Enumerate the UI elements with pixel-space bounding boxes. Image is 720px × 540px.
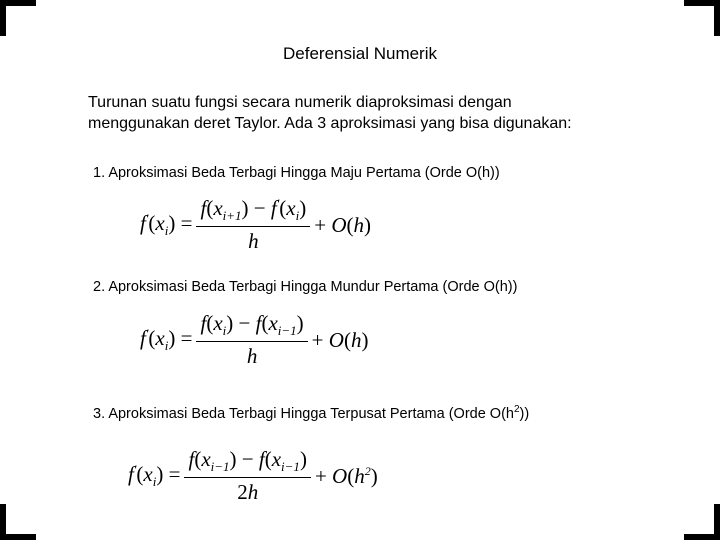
frame-corner-bl-v — [0, 504, 6, 540]
frame-corner-tl-v — [0, 0, 6, 36]
item-3-label — [93, 404, 529, 422]
intro-line-2: menggunakan deret Taylor. Ada 3 aproksimasi yang bisa digunakan: — [88, 115, 572, 132]
intro-paragraph — [88, 92, 688, 134]
formula-forward-difference: $f'(x_i)$ = $\frac{f(x_{i+1}) - f'(x_i)}{h}$ + O(h) — [140, 196, 372, 254]
formula-central-difference: $f'(x_i)$ = $\frac{f(x_{i-1}) - f(x_{i-1})}{2h}$ + $O(h^2)$ — [128, 447, 378, 505]
item-1-label: 1. Aproksimasi Beda Terbagi Hingga Maju Pertama (Orde O(h)) — [93, 165, 500, 181]
intro-line-1: Turunan suatu fungsi secara numerik diaproksimasi dengan — [88, 94, 512, 111]
slide-title: Deferensial Numerik — [283, 44, 437, 63]
item-3-label-end: )) — [519, 405, 530, 422]
item-2-label: 2. Aproksimasi Beda Terbagi Hingga Mundur Pertama (Orde O(h)) — [93, 279, 518, 295]
item-3-label-sup: 2 — [513, 404, 520, 415]
frame-corner-tr-v — [714, 0, 720, 36]
formula-backward-difference: $f'(x_i)$ = $\frac{f(x_i) - f(x_{i-1})}{h}$ + O(h) — [140, 311, 369, 369]
frame-corner-br-v — [714, 504, 720, 540]
item-3-label-text: 3. Aproksimasi Beda Terbagi Hingga Terpusat Pertama (Orde O(h — [93, 405, 514, 422]
